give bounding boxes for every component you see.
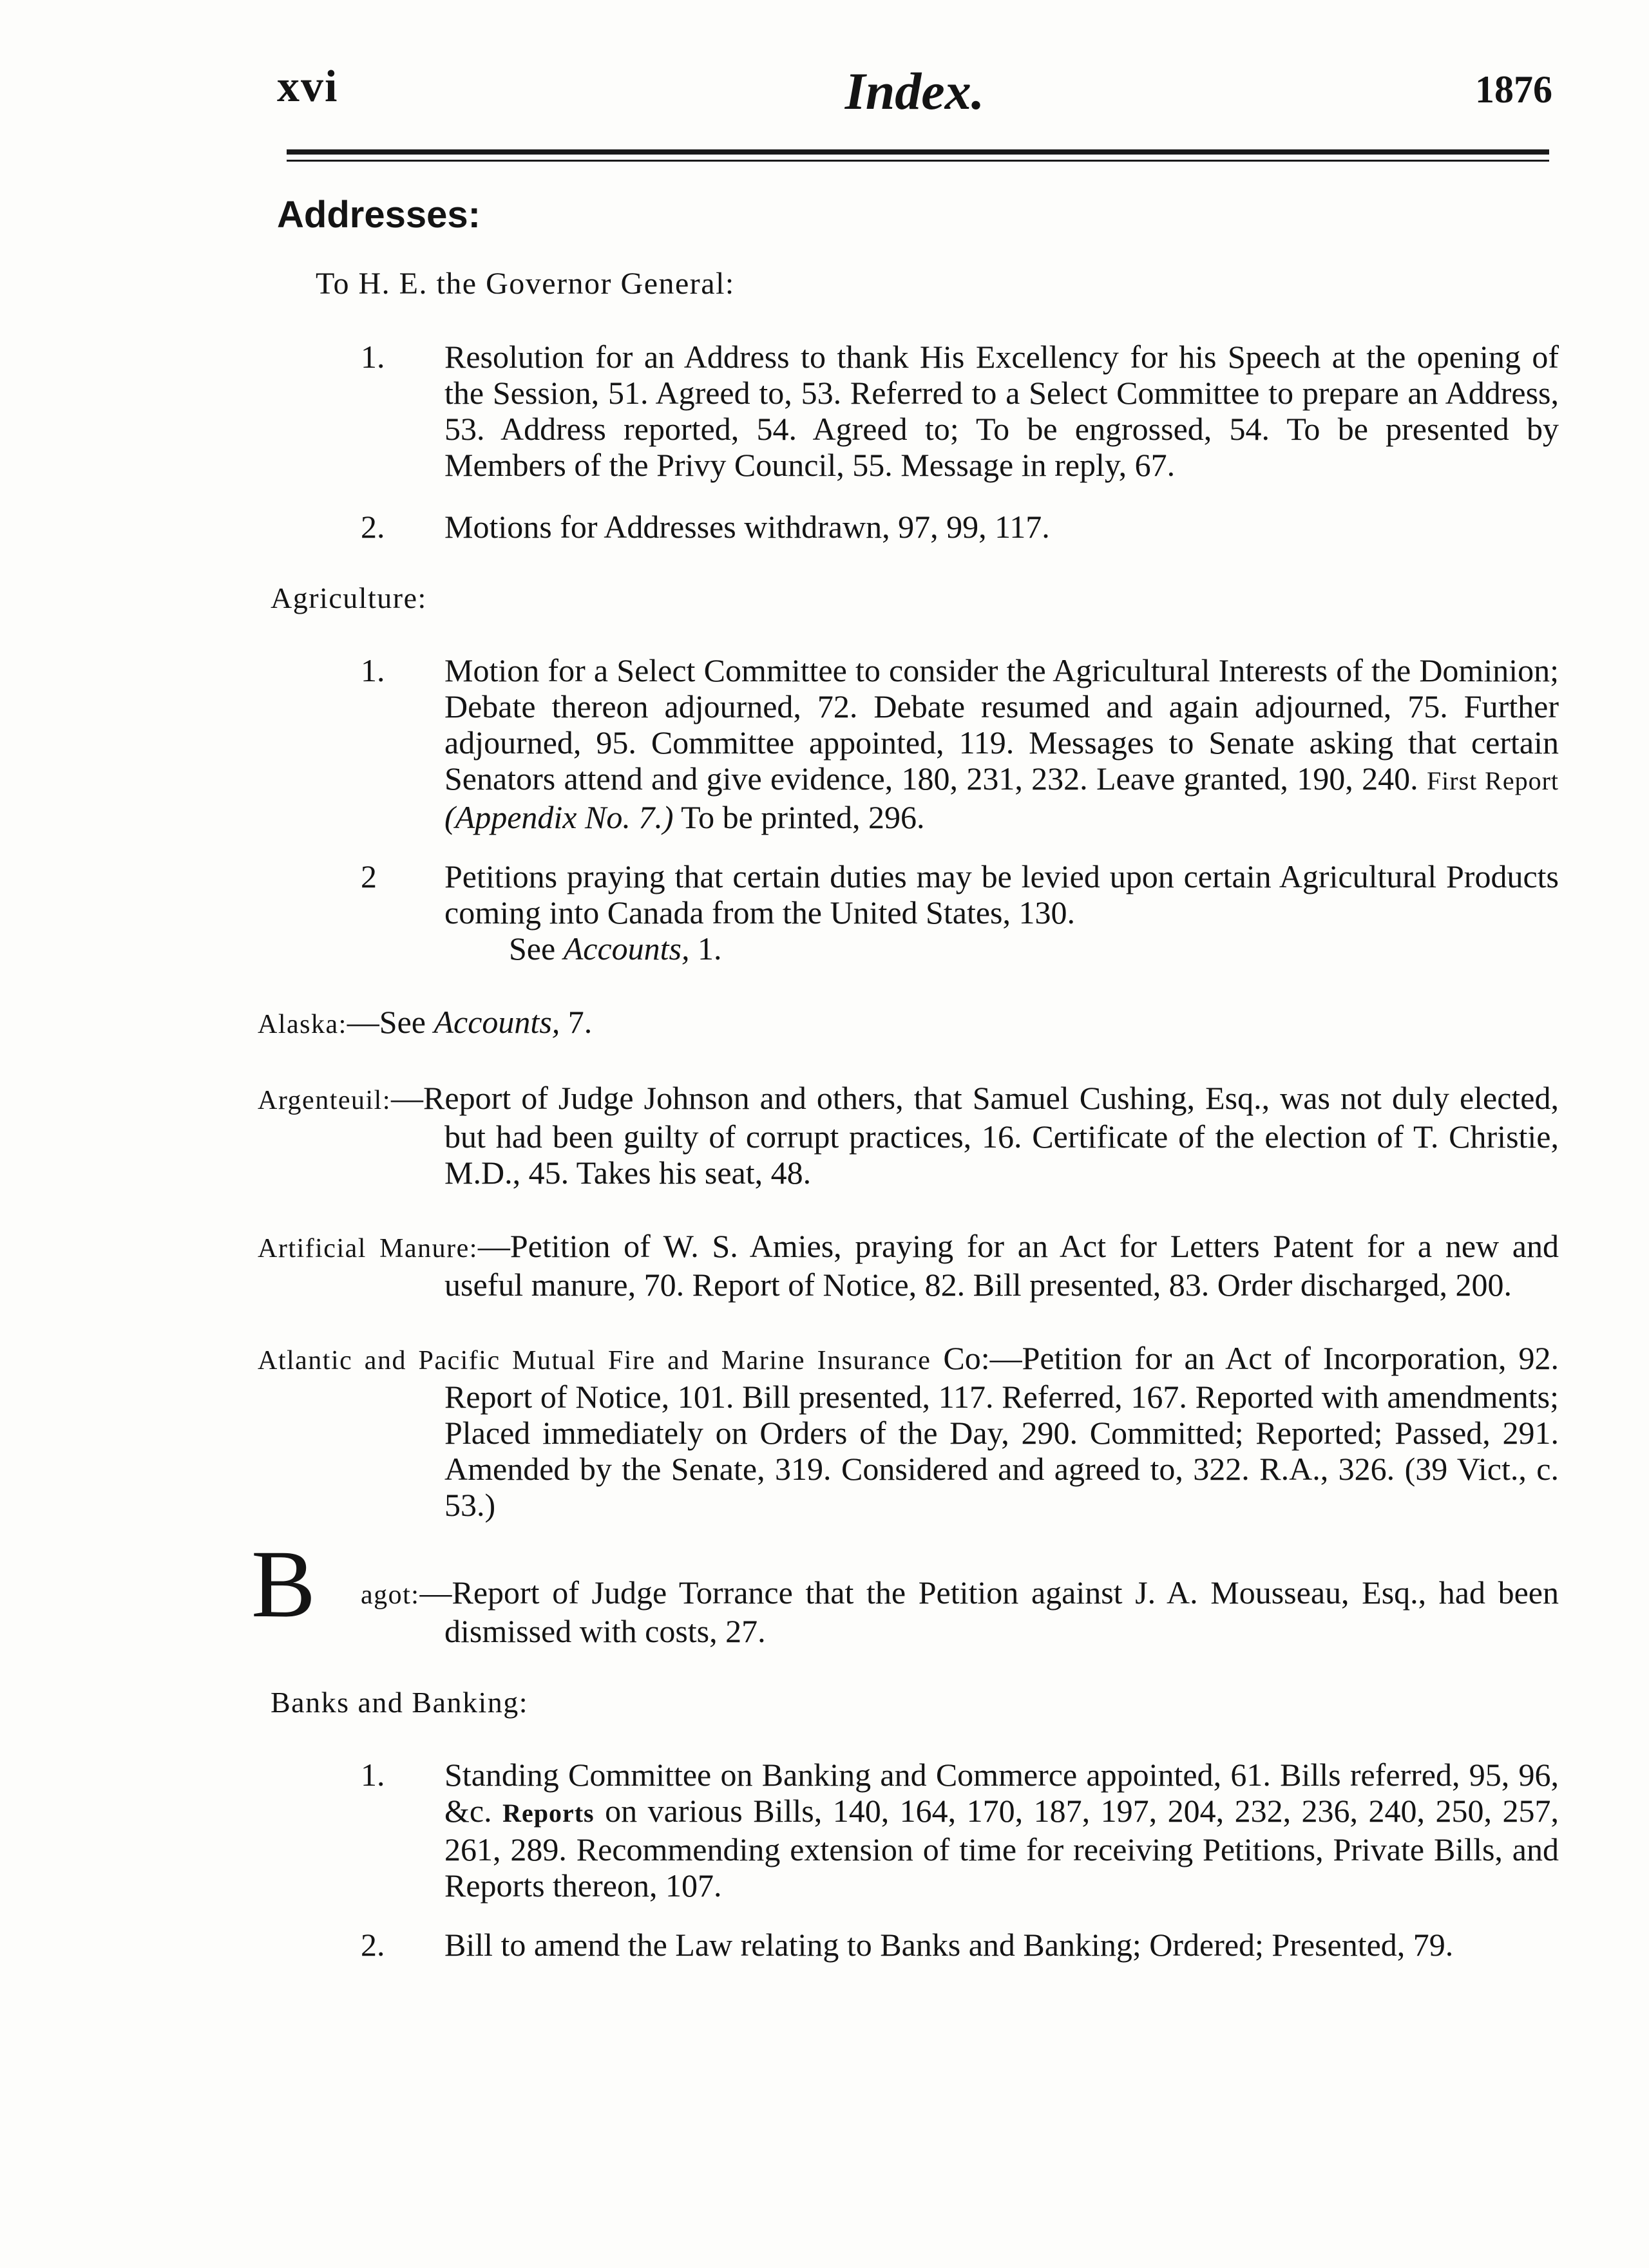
item-text: Motions for Addresses withdrawn, 97, 99, 117. [444,509,1050,545]
see-ref: Accounts, [563,931,690,967]
list-item [258,1757,1559,1904]
item-text: Resolution for an Address to thank His Excellency for his Speech at the opening of the Session, 51. Agreed to, 53. Referred to a Select Committee to prepare an Address, 53. Address reported, 54. Agreed to; To be engrossed, 54. To be presented by Members of the Privy Council, 55. Message in reply, 67. [444,339,1559,483]
list-item [258,858,1559,931]
drop-initial: B [251,1531,316,1638]
entry-text: —Petition for an Act of Incorporation, 92. Report of Notice, 101. Bill presented, 117. Referred, 167. Reported with amendments; Placed immediately on Orders of the Day, 290. Committed; Reported; Passed, 291. Amended by the Senate, 319. Considered and agreed to, 322. R.A., 326. (39 Vict., c. 53.) [444,1340,1559,1523]
headword: agot: [361,1580,420,1610]
see-ref: Accounts, [434,1004,560,1040]
headword: Alaska: [258,1010,347,1039]
governor-general-subheading: To H. E. the Governor General: [316,267,735,301]
banks-heading: Banks and Banking: [271,1686,529,1719]
headword: Atlantic and Pacific Mutual Fire and Marine Insurance [258,1346,931,1375]
item-number: 2. [361,509,385,545]
index-entries [251,180,1559,1963]
artificial-manure-entry [258,1228,1559,1303]
item-number: 1. [361,339,385,375]
headword-co: Co: [943,1340,990,1376]
item-text: Motion for a Select Committee to consider the Agricultural Interests of the Dominion; Debate thereon adjourned, 72. Debate resumed and again adjourned, 75. Further adjourned, 95. Committee appointed, 119. Messages to Senate asking that certain Senators attend and give evidence, 180, 231, 232. Leave granted, 190, 240. [444,652,1559,797]
addresses-heading: Addresses: [277,194,481,236]
first-report-label: First Report [1426,766,1559,795]
entry-text: —Report of Judge Johnson and others, that Samuel Cushing, Esq., was not duly elected, but had been guilty of corrupt practices, 16. Certificate of the election of T. Christie, M.D., 45. Takes his seat, 48. [391,1080,1559,1191]
headword: Artificial Manure: [258,1234,478,1263]
header-rule-thick [287,149,1549,155]
header-rule-thin [287,160,1549,162]
list-item [258,1927,1559,1963]
argenteuil-entry [258,1080,1559,1191]
entry-text: —Report of Judge Torrance that the Petition against J. A. Mousseau, Esq., had been dismissed with costs, 27. [419,1574,1559,1649]
reports-label: Reports [502,1799,595,1828]
entry-text: —Petition of W. S. Amies, praying for an Act for Letters Patent for a new and useful manure, 70. Report of Notice, 82. Bill presented, 83. Order discharged, 200. [444,1228,1559,1303]
entry-text: —See [347,1004,426,1040]
item-number: 1. [361,1757,385,1793]
item-text: Standing Committee on Banking and Commerce appointed, 61. Bills referred, 95, 96, &c. [444,1757,1559,1829]
atlantic-pacific-entry [258,1340,1559,1523]
item-number: 2 [361,858,377,894]
see-num: 7. [567,1004,593,1040]
item-text: Petitions praying that certain duties may be levied upon certain Agricultural Products coming into Canada from the United States, 130. [444,858,1559,931]
page-title: Index. [844,62,985,120]
item-number: 2. [361,1927,385,1963]
item-tail: on various Bills, 140, 164, 170, 187, 197, 204, 232, 236, 240, 250, 257, 261, 289. Recommending extension of time for receiving Petitions, Private Bills, and Reports thereon, 107. [444,1793,1559,1904]
list-item [258,652,1559,835]
running-head [277,61,1552,132]
headword: Argenteuil: [258,1086,392,1115]
see-reference [509,931,1559,967]
item-tail: To be printed, 296. [681,799,925,835]
see-label: See [509,931,556,967]
item-text: Bill to amend the Law relating to Banks and Banking; Ordered; Presented, 79. [444,1927,1454,1963]
alaska-entry [258,1004,1559,1043]
agriculture-heading: Agriculture: [271,581,427,614]
year: 1876 [1475,68,1552,111]
page-number: xvi [277,62,339,111]
see-num: 1. [697,931,722,967]
bagot-entry [251,1531,1559,1649]
item-number: 1. [361,652,385,688]
appendix-ref: (Appendix No. 7.) [444,799,674,835]
list-item [258,509,1559,545]
list-item [258,339,1559,483]
